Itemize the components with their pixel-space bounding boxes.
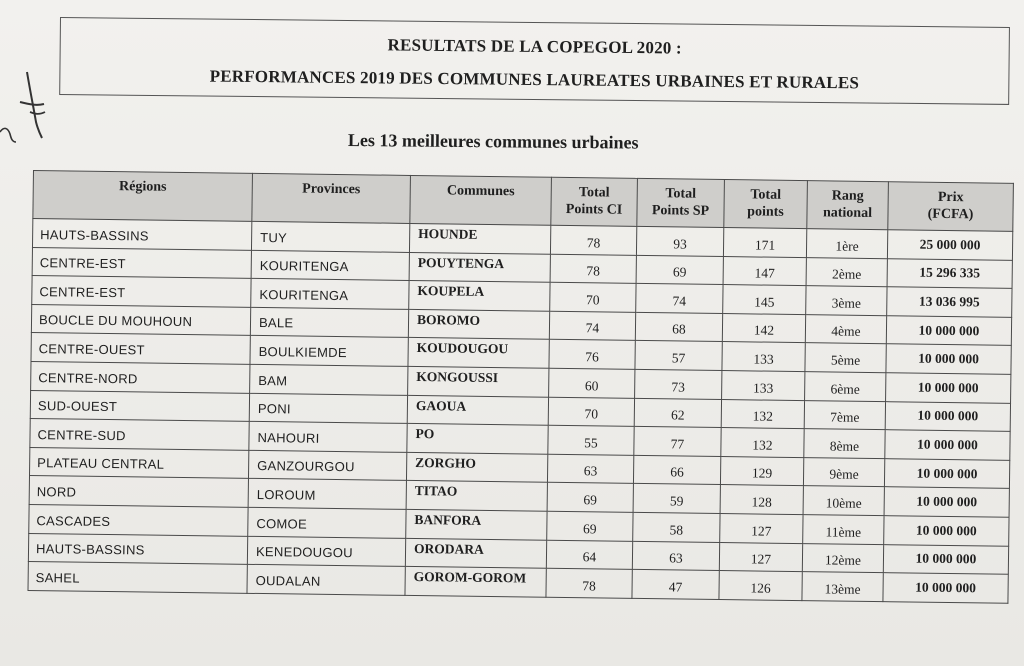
cell-total-points-ci: 70	[550, 282, 636, 312]
cell-province: COMOE	[248, 507, 406, 538]
column-header-prix	[888, 182, 1014, 232]
cell-total-points-sp: 57	[635, 341, 722, 371]
cell-total-points: 142	[722, 313, 805, 343]
cell-total-points-sp: 63	[632, 541, 719, 571]
cell-total-points: 129	[720, 456, 803, 486]
column-header-label: Total	[578, 185, 610, 201]
cell-total-points: 128	[720, 485, 803, 515]
cell-rang-national: 12ème	[802, 543, 883, 573]
cell-rang-national: 6ème	[805, 372, 886, 402]
cell-rang-national: 4ème	[805, 314, 886, 344]
cell-total-points: 133	[722, 342, 805, 372]
cell-rang-national: 10ème	[803, 486, 884, 516]
cell-commune: BOROMO	[408, 309, 549, 339]
cell-region: BOUCLE DU MOUHOUN	[31, 304, 250, 335]
cell-province: BAM	[250, 364, 408, 395]
cell-region: SUD-OUEST	[30, 390, 249, 421]
cell-total-points-ci: 76	[549, 340, 635, 370]
cell-commune: BANFORA	[406, 509, 547, 539]
cell-prix: 10 000 000	[886, 315, 1011, 345]
cell-prix: 10 000 000	[884, 487, 1009, 517]
cell-commune: GOROM-GOROM	[405, 567, 546, 597]
cell-province: KENEDOUGOU	[247, 536, 405, 567]
column-header-label: national	[822, 205, 873, 221]
cell-total-points-ci: 60	[549, 368, 635, 398]
cell-total-points-ci: 64	[546, 540, 632, 570]
cell-rang-national: 13ème	[802, 572, 883, 602]
cell-province: PONI	[249, 393, 407, 424]
cell-prix: 10 000 000	[883, 544, 1008, 574]
column-header-label: Régions	[118, 179, 167, 195]
column-header-communes	[410, 175, 552, 225]
cell-prix: 25 000 000	[887, 230, 1012, 260]
cell-total-points: 145	[723, 285, 806, 315]
cell-total-points: 147	[723, 256, 806, 286]
cell-region: HAUTS-BASSINS	[32, 219, 251, 250]
cell-total-points-sp: 74	[636, 284, 723, 314]
cell-rang-national: 8ème	[804, 429, 885, 459]
column-header-label: Prix	[937, 189, 964, 206]
cell-total-points-sp: 58	[633, 512, 720, 542]
cell-total-points-sp: 62	[634, 398, 721, 428]
column-header-total-points	[724, 180, 808, 229]
cell-commune: GAOUA	[407, 395, 548, 425]
document-title: RESULTATS DE LA COPEGOL 2020 :	[387, 35, 682, 58]
cell-prix: 10 000 000	[884, 458, 1009, 488]
cell-prix: 10 000 000	[885, 430, 1010, 460]
cell-rang-national: 7ème	[804, 400, 885, 430]
cell-commune: PO	[407, 424, 548, 454]
cell-region: CENTRE-OUEST	[31, 333, 250, 364]
cell-rang-national: 11ème	[803, 515, 884, 545]
cell-region: CENTRE-NORD	[31, 361, 250, 392]
cell-total-points-ci: 63	[547, 454, 633, 484]
cell-total-points: 171	[723, 228, 806, 258]
column-header-label: Points SP	[651, 203, 710, 219]
cell-region: CENTRE-EST	[32, 247, 251, 278]
cell-total-points-sp: 77	[634, 427, 721, 457]
cell-total-points-sp: 73	[635, 369, 722, 399]
cell-prix: 13 036 995	[887, 287, 1012, 317]
cell-total-points-ci: 70	[548, 397, 634, 427]
column-header-label: (FCFA)	[927, 206, 974, 223]
column-header-label: Total	[750, 187, 782, 203]
cell-province: GANZOURGOU	[248, 450, 406, 481]
column-header-rang-national	[807, 181, 889, 230]
column-header-label: Points CI	[565, 201, 623, 218]
cell-region: PLATEAU CENTRAL	[29, 447, 248, 478]
cell-prix: 10 000 000	[883, 573, 1008, 603]
cell-total-points-ci: 69	[547, 511, 633, 541]
cell-total-points-sp: 93	[636, 226, 723, 256]
cell-commune: HOUNDE	[409, 223, 550, 253]
results-table-container	[27, 170, 1012, 604]
column-header-label: Provinces	[302, 181, 361, 198]
cell-rang-national: 2ème	[806, 257, 887, 287]
cell-commune: KONGOUSSI	[408, 366, 549, 396]
cell-prix: 10 000 000	[886, 344, 1011, 374]
cell-commune: KOUPELA	[409, 281, 550, 311]
table-caption: Les 13 meilleures communes urbaines	[347, 130, 639, 153]
cell-total-points-sp: 69	[636, 255, 723, 285]
cell-total-points: 126	[719, 571, 802, 601]
cell-province: KOURITENGA	[251, 279, 409, 310]
cell-total-points: 132	[721, 399, 804, 429]
cell-province: TUY	[251, 221, 409, 252]
column-header-total-points-ci	[551, 177, 638, 226]
cell-province: BOULKIEMDE	[250, 336, 408, 367]
cell-total-points-ci: 78	[550, 225, 636, 255]
cell-region: CENTRE-EST	[32, 276, 251, 307]
cell-commune: TITAO	[406, 481, 547, 511]
column-header-label: Rang	[831, 188, 864, 204]
cell-province: OUDALAN	[247, 564, 405, 595]
column-header-regions	[33, 171, 253, 222]
cell-total-points-ci: 78	[546, 568, 632, 598]
cell-commune: POUYTENGA	[409, 252, 550, 282]
cell-total-points: 127	[719, 542, 802, 572]
cell-region: CASCADES	[29, 504, 248, 535]
cell-province: KOURITENGA	[251, 250, 409, 281]
header-box	[59, 17, 1010, 105]
results-table	[27, 170, 1013, 604]
cell-total-points: 132	[721, 428, 804, 458]
cell-total-points-ci: 55	[548, 425, 634, 455]
column-header-total-points-sp	[637, 178, 725, 227]
cell-rang-national: 9ème	[803, 457, 884, 487]
column-header-label: Communes	[446, 183, 515, 200]
cell-total-points-sp: 59	[633, 484, 720, 514]
cell-total-points-ci: 69	[547, 483, 633, 513]
column-header-provinces	[252, 173, 411, 223]
cell-total-points-ci: 74	[549, 311, 635, 341]
handwritten-mark	[0, 60, 60, 160]
document-subtitle: PERFORMANCES 2019 DES COMMUNES LAUREATES URBAINES ET RURALES	[209, 66, 860, 93]
cell-region: CENTRE-SUD	[30, 419, 249, 450]
cell-commune: ORODARA	[405, 538, 546, 568]
cell-province: LOROUM	[248, 479, 406, 510]
cell-rang-national: 1ère	[806, 229, 887, 259]
cell-region: HAUTS-BASSINS	[28, 533, 247, 564]
column-header-label: points	[747, 204, 784, 220]
cell-commune: ZORGHO	[406, 452, 547, 482]
cell-total-points-sp: 66	[633, 455, 720, 485]
cell-province: BALE	[250, 307, 408, 338]
cell-total-points-sp: 68	[635, 312, 722, 342]
column-header-label: Total	[665, 186, 697, 202]
cell-total-points-sp: 47	[632, 570, 719, 600]
cell-prix: 10 000 000	[884, 516, 1009, 546]
cell-rang-national: 5ème	[805, 343, 886, 373]
cell-region: NORD	[29, 476, 248, 507]
cell-total-points: 133	[722, 371, 805, 401]
cell-region: SAHEL	[28, 562, 247, 593]
cell-rang-national: 3ème	[806, 286, 887, 316]
cell-prix: 10 000 000	[885, 401, 1010, 431]
cell-prix: 15 296 335	[887, 258, 1012, 288]
cell-prix: 10 000 000	[886, 373, 1011, 403]
cell-commune: KOUDOUGOU	[408, 338, 549, 368]
cell-total-points-ci: 78	[550, 254, 636, 284]
cell-province: NAHOURI	[249, 422, 407, 453]
cell-total-points: 127	[720, 513, 803, 543]
